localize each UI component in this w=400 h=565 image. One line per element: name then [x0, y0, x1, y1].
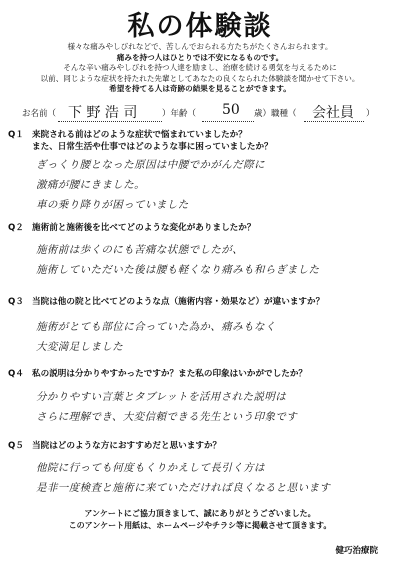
name-underline — [58, 121, 162, 122]
intro-line: 様々な痛みやしびれなどで、苦しんでおられる方たちがたくさんおられます。 — [67, 42, 333, 51]
answer-line: 是非一度検査と施術に来ていただければ良くなると思います — [36, 482, 331, 494]
intro-text — [20, 42, 380, 95]
page-title: 私の体験談 — [127, 11, 273, 42]
question-number: Q５ — [8, 441, 24, 451]
intro-line: 希望を持てる人は奇跡の結果を見ることができます。 — [109, 84, 291, 94]
answer-line: 施術がとても部位に合っていた為か、痛みもなく — [36, 321, 276, 333]
answer-line: 大変満足しました — [36, 341, 124, 353]
intro-line: 以前、同じような症状を持たれた先輩としてあなたの良くなられた体験談を聞かせて下さい。 — [40, 73, 360, 83]
answer-line: 施術していただいた後は腰も軽くなり痛みも和らぎました — [36, 264, 320, 276]
name-label: お名前（ — [22, 109, 57, 119]
question-number: Q１ — [8, 130, 24, 140]
job-underline — [304, 121, 364, 122]
answer-line: 車の乗り降りが困っていました — [36, 199, 189, 211]
clinic-name: 健巧治療院 — [335, 546, 378, 556]
question-text: 私の説明は分かりやすかったですか？また私の印象はいかがでしたか？ — [32, 369, 308, 379]
question-text: また、日常生活や仕事ではどのような事に困っていましたか？ — [32, 142, 273, 152]
answer-line: ぎっくり腰となった原因は中腰でかがんだ際に — [36, 159, 265, 171]
answer-line: 分かりやすい言葉とタブレットを活用された説明は — [36, 391, 287, 403]
footer-text — [0, 508, 400, 532]
question-text: 当院は他の院と比べてどのような点（施術内容・効果など）が違いますか？ — [32, 297, 325, 307]
question-1 — [8, 129, 392, 153]
answer-line: 施術前は歩くのにも苦痛な状態でしたが、 — [36, 244, 244, 256]
respondent-info — [22, 101, 382, 123]
answer-4 — [36, 387, 376, 427]
question-number: Q２ — [8, 223, 24, 233]
answer-1 — [36, 155, 376, 215]
intro-line: そんな辛い痛みやしびれを持つ人達を励まし、治療を続ける勇気を与えるために — [63, 63, 337, 73]
answer-5 — [36, 458, 376, 498]
age-underline — [202, 121, 254, 122]
answer-line: 他院に行っても何度もくりかえして長引く方は — [36, 462, 265, 474]
intro-line: 痛みを持つ人はひとりでは不安になるものです。 — [116, 52, 284, 62]
answer-line: 激痛が腰にきました。 — [36, 179, 145, 191]
question-5 — [8, 440, 392, 452]
age-value: 50 — [222, 102, 240, 118]
question-number: Q４ — [8, 369, 24, 379]
answer-2 — [36, 240, 376, 280]
answer-line: さらに理解でき、大変信頼できる先生という印象です — [36, 411, 298, 423]
job-value: 会社員 — [312, 105, 354, 121]
job-suffix: ） — [366, 109, 375, 119]
footer-line: アンケートにご協力頂きまして、誠にありがとうございました。 — [84, 509, 316, 518]
age-label: ）年齢（ — [162, 109, 197, 119]
question-text: 施術前と施術後を比べてどのような変化がありましたか？ — [32, 223, 256, 233]
question-text: 当院はどのような方におすすめだと思いますか？ — [32, 441, 222, 451]
footer-line: このアンケート用紙は、ホームページやチラシ等に掲載させて頂きます。 — [68, 521, 332, 530]
answer-3 — [36, 317, 376, 357]
name-value: 下 野 浩 司 — [68, 105, 138, 121]
question-number: Q３ — [8, 297, 24, 307]
question-text: 来院される前はどのような症状で悩まれていましたか？ — [32, 130, 247, 140]
question-2 — [8, 222, 392, 234]
question-3 — [8, 296, 392, 308]
question-4 — [8, 368, 392, 380]
job-label: 歳）職種（ — [254, 109, 297, 119]
